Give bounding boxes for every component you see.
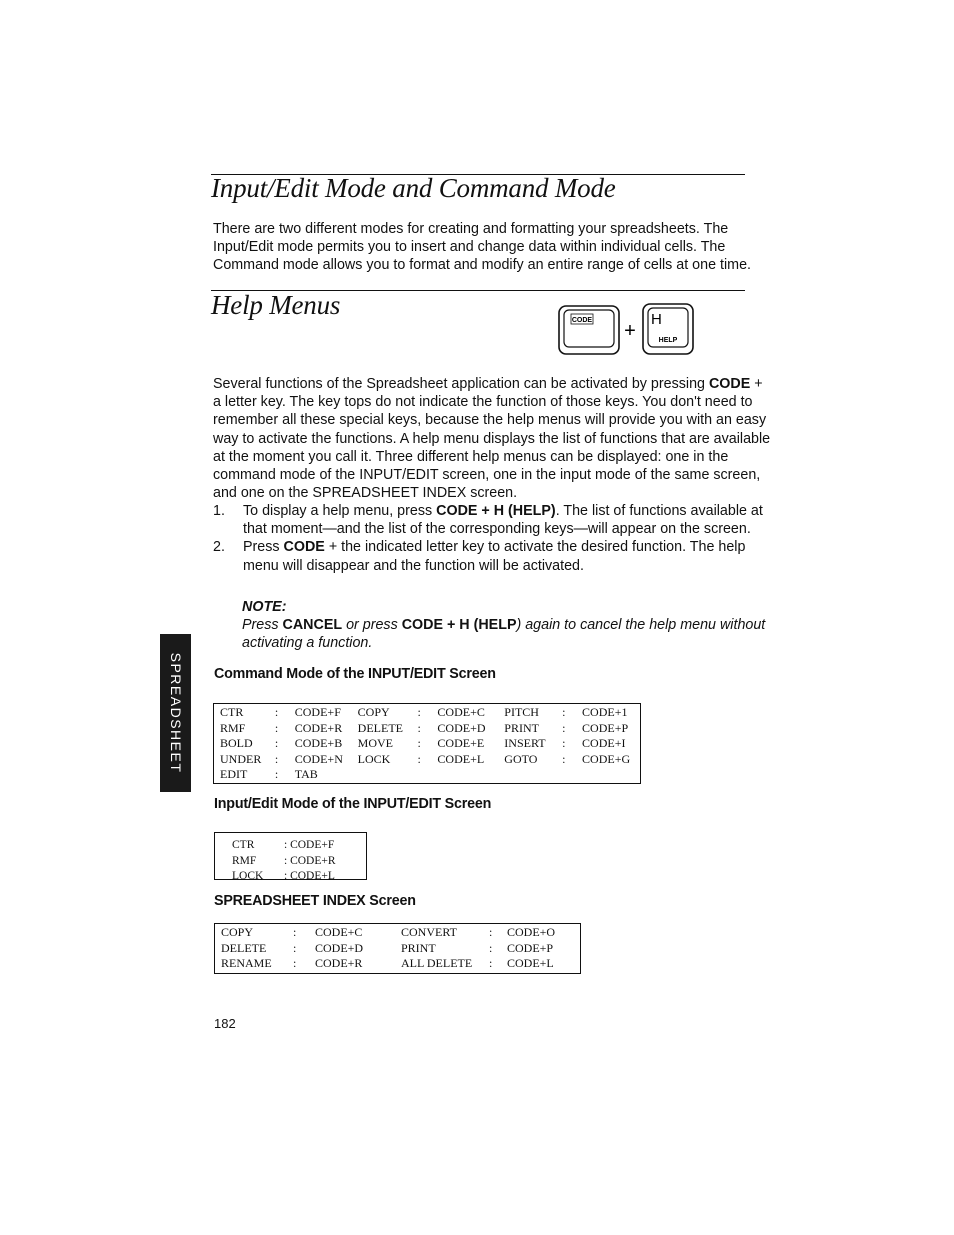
table-cell: PITCH xyxy=(504,705,539,719)
table-row xyxy=(220,721,640,737)
table-row xyxy=(221,941,577,957)
input-mode-help-box xyxy=(214,832,367,883)
table-cell: GOTO xyxy=(504,751,538,766)
table-cell: CODE+F xyxy=(294,705,341,719)
table-cell: : xyxy=(293,956,297,971)
table-cell: CODE+P xyxy=(507,940,554,955)
table-cell: : xyxy=(274,736,279,751)
table-cell: : xyxy=(562,705,566,719)
table-cell: : xyxy=(293,925,297,939)
table-cell: CODE+D xyxy=(437,720,486,735)
table-cell: : xyxy=(417,751,421,766)
index-screen-table xyxy=(221,925,577,972)
table-cell: : xyxy=(562,736,566,751)
table-cell xyxy=(582,767,640,783)
table-cell: CODE+1 xyxy=(582,705,628,719)
table-cell: : xyxy=(293,940,297,955)
table-cell: CODE+B xyxy=(294,736,343,751)
table-cell: CODE+L xyxy=(507,956,554,971)
table-cell: CTR xyxy=(232,839,255,851)
code-key-label: CODE xyxy=(571,317,593,324)
table-cell: : xyxy=(417,720,421,735)
plus-sign: + xyxy=(624,320,636,342)
keycap-illustration xyxy=(557,302,697,358)
table-cell: EDIT xyxy=(220,767,248,782)
note-label: NOTE: xyxy=(242,599,287,615)
table-cell: : xyxy=(562,751,566,766)
index-screen-help-box xyxy=(214,923,581,974)
table-cell: CODE+E xyxy=(437,736,485,751)
index-screen-heading: SPREADSHEET INDEX Screen xyxy=(214,893,416,909)
table-cell: : xyxy=(417,736,421,751)
input-mode-table xyxy=(232,838,364,885)
table-cell: MOVE xyxy=(357,736,393,751)
input-mode-heading: Input/Edit Mode of the INPUT/EDIT Screen xyxy=(214,796,492,812)
table-row xyxy=(232,854,364,870)
modes-text: There are two different modes for creating and formatting your spreadsheets. The Input/Edit mode permits you to insert and change data within individual cells. The Command mode allows you to format and modify an entire range of cells at one time. xyxy=(213,221,751,274)
table-cell: TAB xyxy=(294,767,318,782)
table-cell: : xyxy=(489,925,493,939)
table-cell: CTR xyxy=(220,705,244,719)
table-cell: CODE+G xyxy=(582,751,631,766)
table-cell: COPY xyxy=(221,925,254,939)
table-cell xyxy=(437,767,504,783)
section-title-modes: Input/Edit Mode and Command Mode xyxy=(211,173,616,203)
list-item: 1. To display a help menu, press CODE + H (HELP). The list of functions available at that moment—and the list of the corresponding keys—will appear on the screen. xyxy=(213,503,763,538)
table-cell xyxy=(504,767,562,783)
table-cell: LOCK xyxy=(357,751,391,766)
table-cell: RENAME xyxy=(221,956,272,971)
help-key-label: HELP xyxy=(658,337,678,344)
note-text: Press CANCEL or press CODE + H (HELP) again to cancel the help menu without activating a function. xyxy=(242,617,766,652)
table-row xyxy=(220,705,640,721)
table-cell: COPY xyxy=(357,705,390,719)
section-title-help-menus: Help Menus xyxy=(211,290,341,320)
command-mode-table xyxy=(220,705,640,783)
table-cell: : CODE+R xyxy=(284,854,336,867)
table-cell: BOLD xyxy=(220,736,253,751)
table-cell: DELETE xyxy=(221,940,267,955)
side-tab-spreadsheet: SPREADSHEET xyxy=(160,634,191,792)
table-cell: : CODE+L xyxy=(284,870,335,883)
h-key-label: H xyxy=(651,311,662,328)
table-cell xyxy=(358,767,418,783)
help-note xyxy=(242,598,772,653)
command-mode-help-box xyxy=(213,703,641,784)
table-cell: ALL DELETE xyxy=(401,956,473,971)
code-plus-help-keys xyxy=(557,302,697,358)
table-cell: CODE+R xyxy=(315,956,363,971)
table-cell: CODE+C xyxy=(437,705,485,719)
table-cell: : xyxy=(274,751,279,766)
table-cell: RMF xyxy=(232,854,257,867)
code-key-icon xyxy=(559,306,619,354)
table-cell: CONVERT xyxy=(401,925,457,939)
table-cell: PRINT xyxy=(504,720,539,735)
table-cell xyxy=(562,767,582,783)
table-row xyxy=(221,925,577,941)
help-intro-paragraph xyxy=(213,375,773,502)
table-cell: LOCK xyxy=(232,870,264,883)
table-cell xyxy=(418,767,438,783)
table-row xyxy=(220,752,640,768)
command-mode-heading: Command Mode of the INPUT/EDIT Screen xyxy=(214,666,496,682)
table-row xyxy=(232,869,364,885)
table-cell: CODE+D xyxy=(315,940,364,955)
table-cell: CODE+R xyxy=(294,720,343,735)
key-ref: CODE + H (HELP) xyxy=(436,503,556,519)
table-cell: CODE+I xyxy=(582,736,626,751)
table-cell: PRINT xyxy=(401,940,436,955)
table-cell: : xyxy=(562,720,566,735)
table-cell: : xyxy=(417,705,421,719)
table-cell: INSERT xyxy=(504,736,546,751)
code-key-ref: CODE xyxy=(708,376,751,392)
table-row xyxy=(232,838,364,854)
table-cell: : xyxy=(274,767,279,782)
table-row xyxy=(220,736,640,752)
list-item: 2. Press CODE + the indicated letter key to activate the desired function. The help menu will disappear and the function will be activated. xyxy=(213,539,746,574)
help-key-icon xyxy=(643,304,693,354)
table-cell: : xyxy=(274,720,279,735)
modes-paragraph xyxy=(213,220,773,275)
help-steps-list xyxy=(213,502,773,575)
table-cell: CODE+P xyxy=(582,720,629,735)
key-ref: CODE xyxy=(283,539,325,556)
page-number: 182 xyxy=(214,1016,236,1031)
table-cell: CODE+C xyxy=(315,925,363,939)
table-cell: : xyxy=(489,956,493,971)
table-cell: RMF xyxy=(220,720,246,735)
table-cell: CODE+L xyxy=(437,751,485,766)
table-cell: : xyxy=(274,705,279,719)
table-row xyxy=(220,767,640,783)
table-cell: : CODE+F xyxy=(284,839,335,851)
table-row xyxy=(221,956,577,972)
table-cell: : xyxy=(489,940,493,955)
table-cell: CODE+N xyxy=(294,751,343,766)
table-cell: DELETE xyxy=(357,720,403,735)
help-intro-text: Several functions of the Spreadsheet application can be activated by pressing CODE + a letter key. The key tops do not indicate the function of those keys. You don't need to remember all these special keys, because the help menus will provide you with an easy way to activate the functions. A help menu displays the list of functions that are available at the moment you call it. Three different help menus can be displayed: one in the command mode of the INPUT/EDIT screen, one in the input mode of the same screen, and one on the SPREADSHEET INDEX screen. xyxy=(213,376,771,502)
table-cell: CODE+O xyxy=(507,925,556,939)
table-cell: UNDER xyxy=(220,751,262,766)
